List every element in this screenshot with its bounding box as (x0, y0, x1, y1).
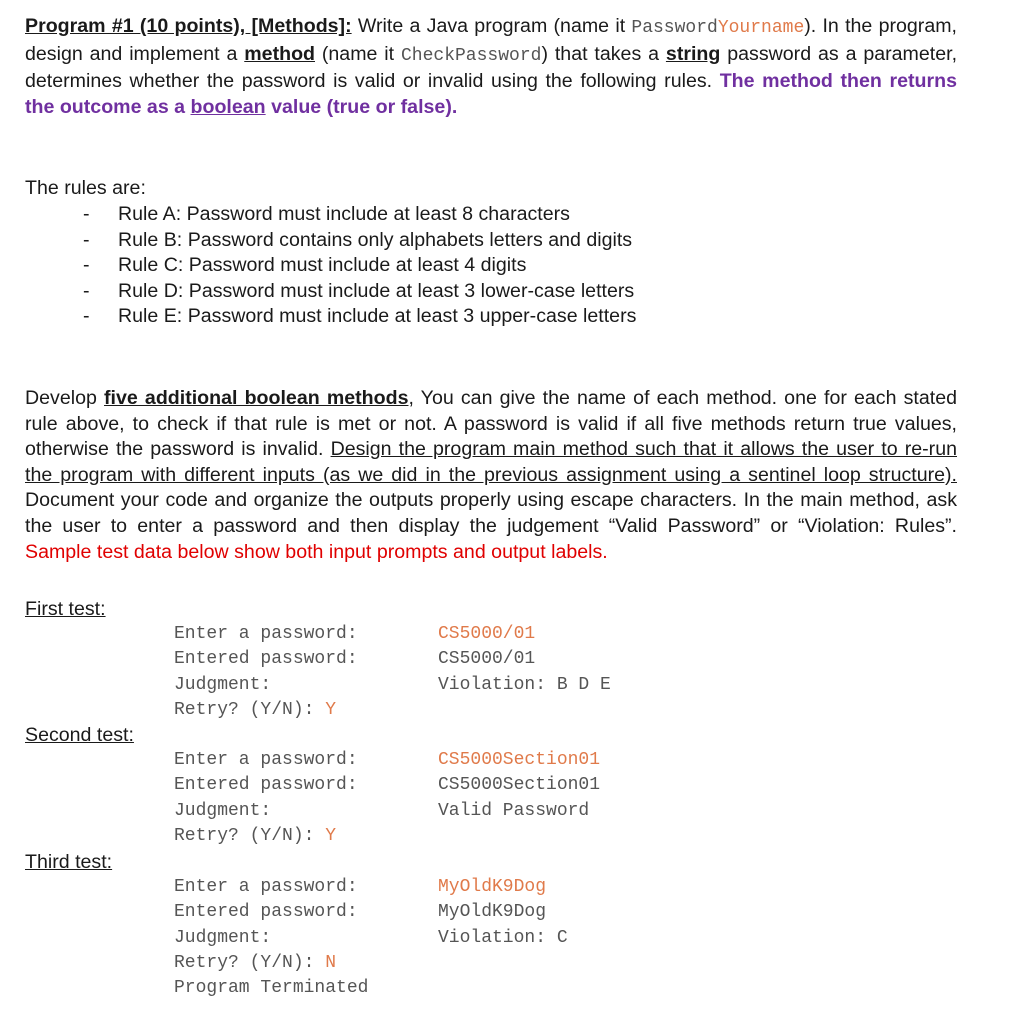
test-label-third: Third test: (25, 851, 113, 873)
console-third-test: Enter a password: MyOldK9Dog Entered password: MyOldK9Dog Judgment: Violation: C Retry? (Y/N): N Program Terminated (174, 877, 568, 999)
rule-item: - Rule B: Password contains only alphabets letters and digits (83, 228, 633, 251)
rules-list (25, 202, 957, 330)
test-label-first: First test: (25, 598, 106, 620)
assignment-text (25, 14, 957, 565)
rule-item: - Rule A: Password must include at least 8 characters (83, 202, 570, 225)
develop-paragraph: Develop five additional boolean methods, You can give the name of each method. one for each stated rule above, to check if that rule is met or not. A password is valid if all five methods return true values, otherwise the password is invalid. Design the program main method such that it allows the user to re-run the program with different inputs (as we did in the previous assignment using a sentinel loop structure). Document your code and organize the outputs properly using escape characters. In the main method, ask the user to enter a password and then display the judgement “Valid Password” or “Violation: Rules”. Sample test data below show both input prompts and output labels. (25, 386, 957, 563)
rule-item: - Rule C: Password must include at least 4 digits (83, 254, 527, 277)
console-second-test: Enter a password: CS5000Section01 Entered password: CS5000Section01 Judgment: Valid Password Retry? (Y/N): Y (174, 750, 601, 846)
program-terminated: Program Terminated (174, 978, 369, 999)
rules-heading: The rules are: (25, 177, 146, 200)
method-name: CheckPassword (401, 45, 542, 66)
rule-item: - Rule E: Password must include at least 3 upper-case letters (83, 305, 637, 328)
rule-item: - Rule D: Password must include at least 3 lower-case letters (83, 279, 635, 302)
program-title: Program #1 (10 points), [Methods]: (25, 15, 352, 37)
intro-paragraph: Program #1 (10 points), [Methods]: Write a Java program (name it PasswordYourname). In the program, design and implement a method (name it CheckPassword) that takes a string password as a parameter, determines whether the password is valid or invalid using the following rules. The method then returns the outcome as a boolean value (true or false). (25, 15, 958, 118)
test-label-second: Second test: (25, 724, 134, 746)
console-first-test: Enter a password: CS5000/01 Entered password: CS5000/01 Judgment: Violation: B D E Retry? (Y/N): Y (174, 624, 611, 720)
